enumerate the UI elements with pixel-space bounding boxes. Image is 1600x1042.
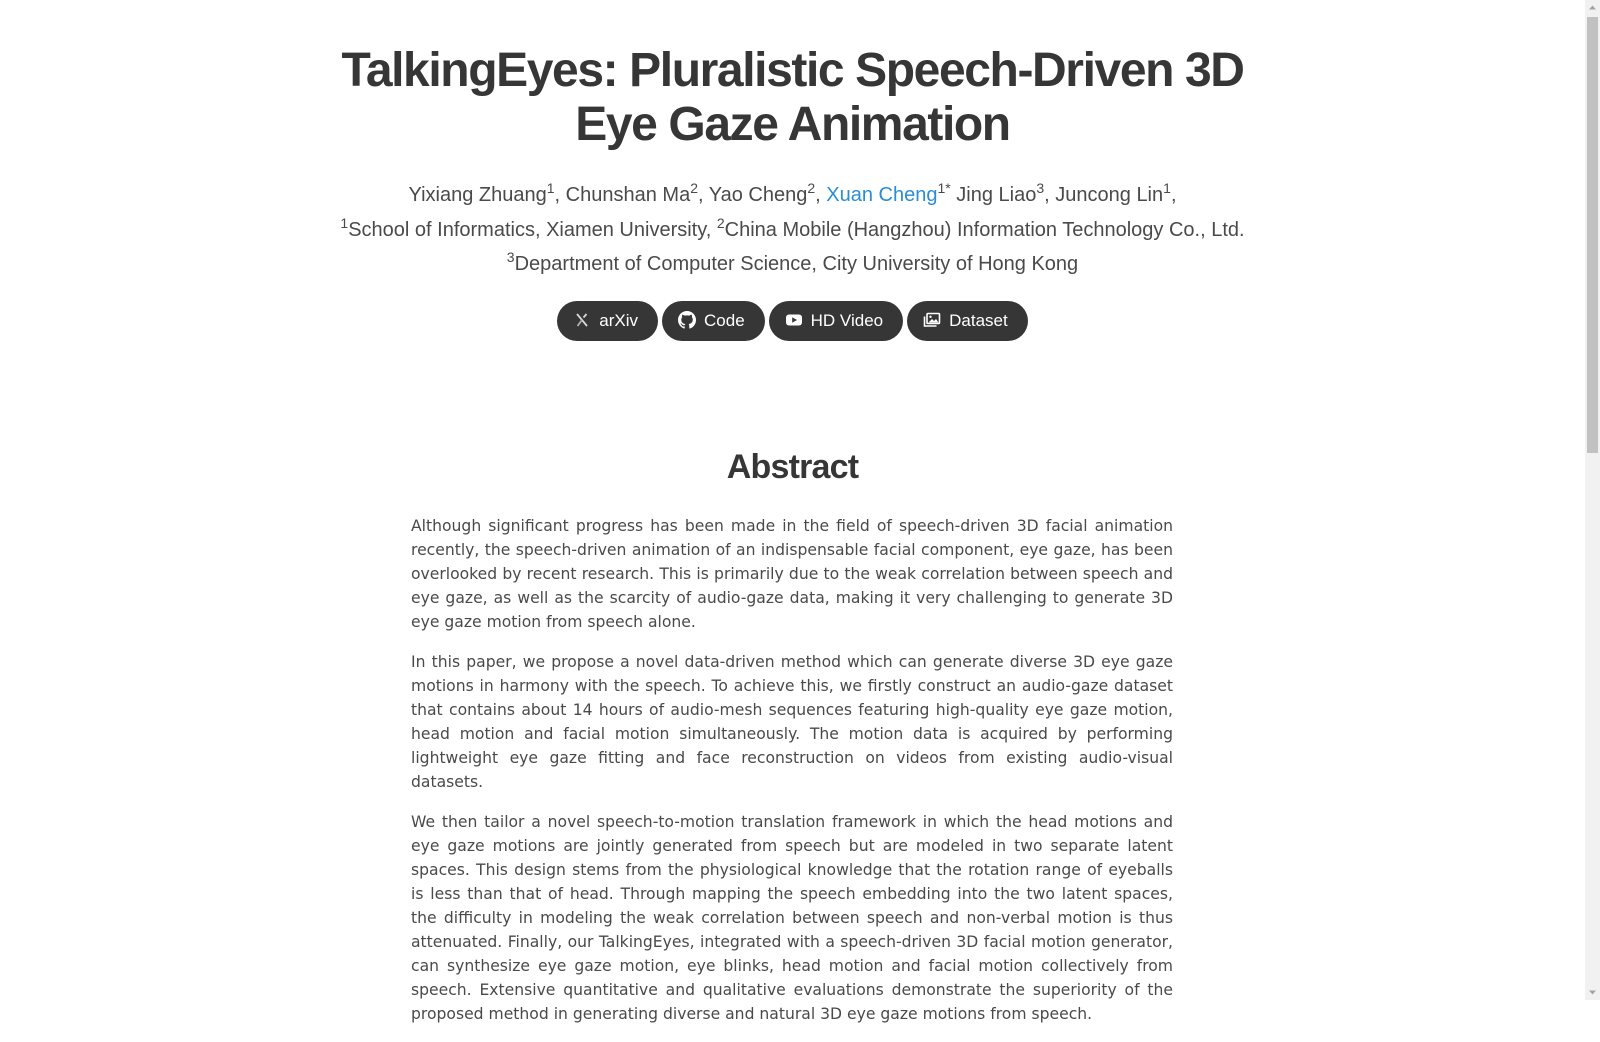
abstract-body — [411, 514, 1173, 1042]
youtube-icon — [785, 311, 803, 329]
dataset-button[interactable]: Dataset — [907, 301, 1028, 341]
author: Jing Liao$^3$, — [956, 180, 1056, 206]
scroll-down-arrow[interactable] — [1585, 985, 1600, 1000]
abstract-paragraph: In this paper, we propose a novel data-driven method which can generate diverse 3D eye gaze motions in harmony with the speech. To achieve this, we firstly construct an audio-gaze dataset that contains about 14 hours of audio-mesh sequences featuring high-quality eye gaze motion, head motion and facial motion simultaneously. The motion data is acquired by performing lightweight eye gaze fitting and face reconstruction on videos from existing audio-visual datasets. — [411, 653, 1173, 791]
vertical-scrollbar[interactable] — [1585, 0, 1600, 1000]
abstract-heading: Abstract — [726, 448, 859, 486]
arxiv-button[interactable]: arXiv — [557, 301, 658, 341]
author: Yixiang Zhuang$^1$, — [408, 180, 566, 206]
abstract-paragraph: We then tailor a novel speech-to-motion translation framework in which the head motions and eye gaze motions are jointly generated from speech but are modeled in two separate latent spaces. This design stems from the physiological knowledge that the rotation range of eyeballs is less than that of head. Through mapping the speech embedding into the two latent spaces, the difficulty in modeling the weak correlation between speech and non-verbal motion is thus attenuated. Finally, our TalkingEyes, integrated with a speech-driven 3D facial motion generator, can synthesize eye gaze motion, eye blinks, head motion and facial motion collectively from speech. Extensive quantitative and qualitative evaluations demonstrate the superiority of the proposed method in generating diverse and natural 3D eye gaze motions from speech. — [411, 813, 1173, 1023]
affiliation: China Mobile (Hangzhou) Information Technology Co., Ltd. — [724, 219, 1245, 241]
affiliation: Department of Computer Science, City University of Hong Kong — [514, 253, 1079, 275]
author[interactable]: Xuan Cheng$^{1*}$ — [826, 180, 951, 206]
hd-video-button[interactable]: HD Video — [769, 301, 903, 341]
page-title: TalkingEyes: Pluralistic Speech-Driven 3D Eye Gaze Animation — [341, 44, 1244, 151]
author: Yao Cheng$^2$, — [708, 180, 827, 206]
author-list — [0, 180, 1585, 207]
scrollbar-thumb[interactable] — [1587, 17, 1598, 453]
abstract-paragraph: Although significant progress has been made in the field of speech-driven 3D facial animation recently, the speech-driven animation of an indispensable facial component, eye gaze, has been overlooked by recent research. This is primarily due to the weak correlation between speech and eye gaze, as well as the scarcity of audio-gaze data, making it very challenging to generate 3D eye gaze motion from speech alone. — [411, 517, 1173, 631]
author: Juncong Lin$^1$, — [1055, 180, 1177, 206]
code-button[interactable]: Code — [662, 301, 765, 341]
affiliation: School of Informatics, Xiamen University, — [348, 219, 717, 241]
scroll-up-arrow[interactable] — [1585, 0, 1600, 15]
images-icon — [923, 311, 941, 329]
link-buttons — [0, 301, 1585, 341]
author: Chunshan Ma$^2$, — [565, 180, 709, 206]
arxiv-icon — [573, 311, 591, 329]
author-link-xuan-cheng[interactable]: Xuan Cheng — [826, 184, 938, 206]
affiliation-line-1: $^1$School of Informatics, Xiamen University, $^2$China Mobile (Hangzhou) Information Technology Co., Ltd. — [340, 215, 1245, 241]
github-icon — [678, 311, 696, 329]
affiliation-line-2: $^3$Department of Computer Science, City University of Hong Kong — [506, 249, 1079, 275]
